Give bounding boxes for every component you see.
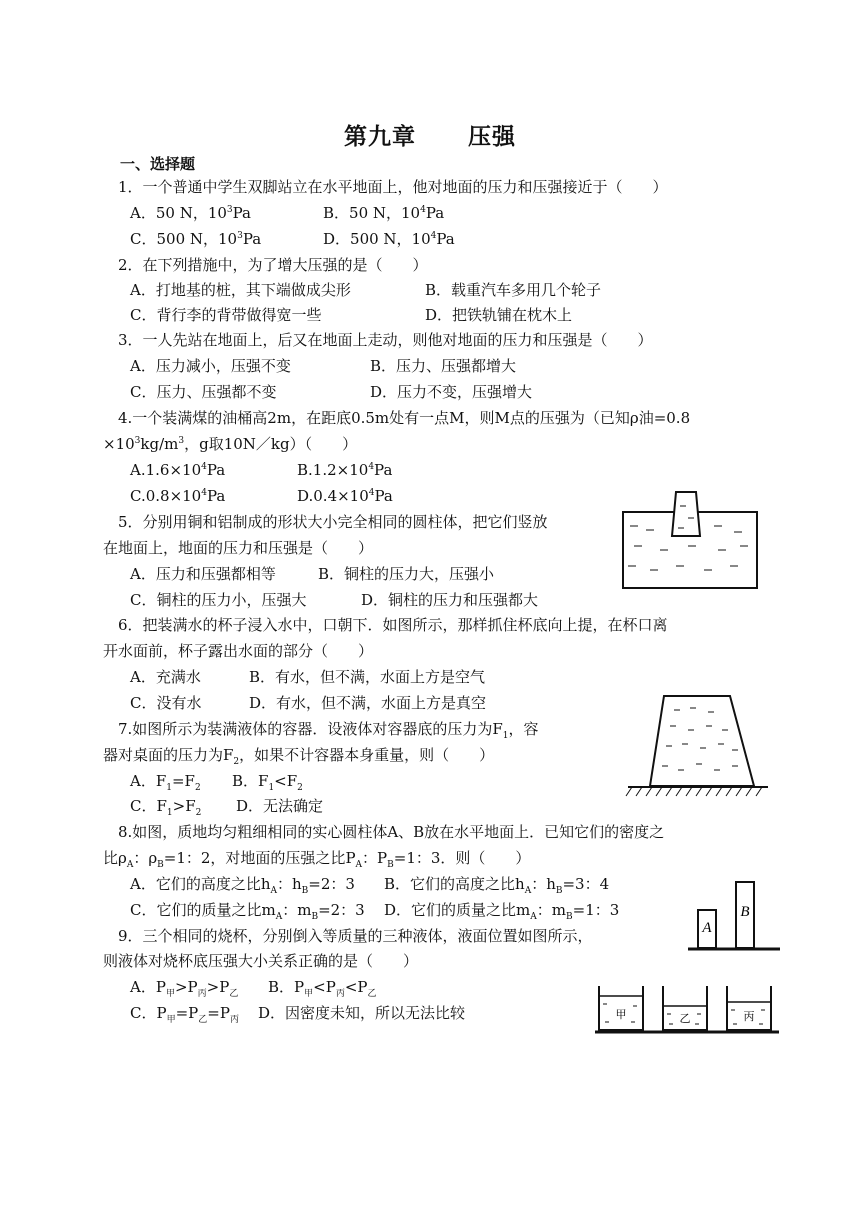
q8-option-c: C．它们的质量之比$m_A$：$m_B=2$：3 bbox=[130, 901, 365, 922]
q4-option-a: $A.1.6\times 10^4Pa$ bbox=[130, 461, 226, 479]
q8-stem-line1: 8.如图，质地均匀粗细相同的实心圆柱体A、B放在水平地面上．已知它们的密度之 bbox=[118, 823, 665, 841]
q5-option-c: C．铜柱的压力小，压强大 bbox=[130, 591, 307, 609]
q1-option-a: A．50 N，$10^3Pa$ bbox=[130, 204, 252, 222]
q1-stem: 1．一个普通中学生双脚站立在水平地面上，他对地面的压力和压强接近于（ ） bbox=[118, 178, 668, 196]
q4-stem-line1: 4.一个装满煤的油桶高2m，在距底0.5m处有一点M，则M点的压强为（已知ρ油=0.8 bbox=[118, 409, 691, 427]
cylinders-figure bbox=[684, 872, 784, 954]
q9-stem-line1: 9．三个相同的烧杯，分别倒入等质量的三种液体，液面位置如图所示， bbox=[118, 927, 593, 945]
q8-option-b: B．它们的高度之比$h_A$：$h_B=3$：4 bbox=[384, 875, 610, 896]
q4-option-b: $B.1.2\times 10^4Pa$ bbox=[297, 461, 393, 479]
cup-in-water-figure bbox=[620, 490, 760, 590]
q2-option-c: C．背行李的背带做得宽一些 bbox=[130, 306, 322, 324]
q7-option-b: B．$F_1<F_2$ bbox=[232, 772, 303, 793]
q7-stem-line1: 7.如图所示为装满液体的容器．设液体对容器底的压力为$F_1$，容 bbox=[118, 720, 539, 741]
section-heading: 一、选择题 bbox=[120, 155, 196, 173]
q6-option-c: C．没有水 bbox=[130, 694, 202, 712]
q2-option-d: D．把铁轨铺在枕木上 bbox=[425, 306, 573, 324]
q2-option-b: B．载重汽车多用几个轮子 bbox=[425, 281, 602, 299]
table-hatch bbox=[626, 787, 762, 796]
beakers-figure bbox=[593, 982, 783, 1042]
q5-stem-line1: 5．分别用铜和铝制成的形状大小完全相同的圆柱体，把它们竖放 bbox=[118, 513, 548, 531]
chapter-title bbox=[0, 118, 860, 151]
q4-option-d: $D.0.4\times 10^4Pa$ bbox=[297, 487, 393, 505]
q3-option-d: D．压力不变，压强增大 bbox=[370, 383, 533, 401]
trapezoid-container-figure bbox=[622, 690, 772, 805]
q1-option-d: D．500 N，$10^4Pa$ bbox=[323, 230, 455, 248]
q8-option-a: A．它们的高度之比$h_A$：$h_B=2$：3 bbox=[130, 875, 355, 896]
beaker-jia-label: 甲 bbox=[615, 1008, 627, 1021]
q5-option-d: D．铜柱的压力和压强都大 bbox=[361, 591, 539, 609]
q3-option-a: A．压力减小，压强不变 bbox=[130, 357, 291, 375]
q6-option-a: A．充满水 bbox=[130, 668, 201, 686]
q6-stem-line2: 开水面前，杯子露出水面的部分（ ） bbox=[103, 642, 374, 660]
q7-option-d: D．无法确定 bbox=[236, 797, 324, 815]
q9-option-c: C．$P_甲=P_乙=P_丙$ bbox=[130, 1004, 239, 1025]
cylinder-a-label: A bbox=[702, 920, 712, 936]
q2-stem: 2．在下列措施中，为了增大压强的是（ ） bbox=[118, 256, 428, 274]
q5-stem-line2: 在地面上，地面的压力和压强是（ ） bbox=[103, 539, 374, 557]
q1-option-b: B．50 N，$10^4Pa$ bbox=[323, 204, 445, 222]
chapter-topic: 压强 bbox=[468, 124, 516, 150]
beaker-yi bbox=[663, 986, 707, 1030]
q8-stem-line2: 比$\rho_A$：$\rho_B=1$：2，对地面的压强之比$P_A$：$P_B=1$：3．则（ ） bbox=[103, 849, 531, 870]
q9-option-a: A．$P_甲>P_丙>P_乙$ bbox=[130, 978, 239, 999]
container-body bbox=[650, 696, 754, 786]
q7-stem-line2: 器对桌面的压力为$F_2$，如果不计容器本身重量，则（ ） bbox=[103, 746, 495, 767]
q9-option-b: B．$P_甲<P_丙<P_乙$ bbox=[268, 978, 377, 999]
q7-option-c: C．$F_1>F_2$ bbox=[130, 797, 202, 818]
q3-stem: 3．一人先站在地面上，后又在地面上走动，则他对地面的压力和压强是（ ） bbox=[118, 331, 653, 349]
q8-option-d: D．它们的质量之比$m_A$：$m_B=1$：3 bbox=[384, 901, 620, 922]
inverted-cup bbox=[672, 492, 700, 536]
cylinder-b-label: B bbox=[740, 904, 750, 920]
chapter-number: 第九章 bbox=[344, 124, 416, 150]
q1-option-c: C．500 N，$10^3Pa$ bbox=[130, 230, 262, 248]
q7-option-a: A．$F_1=F_2$ bbox=[130, 772, 201, 793]
q3-option-b: B．压力、压强都增大 bbox=[370, 357, 517, 375]
q3-option-c: C．压力、压强都不变 bbox=[130, 383, 277, 401]
q4-stem-line2: $\times 10^3kg/m^3$，g取10N／kg）（ ） bbox=[103, 435, 358, 453]
q6-option-b: B．有水，但不满，水面上方是空气 bbox=[249, 668, 486, 686]
q2-option-a: A．打地基的桩，其下端做成尖形 bbox=[130, 281, 351, 299]
q4-option-c: $C.0.8\times 10^4Pa$ bbox=[130, 487, 226, 505]
beaker-jia bbox=[599, 986, 643, 1030]
beaker-bing bbox=[727, 986, 771, 1030]
beaker-yi-label: 乙 bbox=[679, 1012, 691, 1025]
q6-stem-line1: 6．把装满水的杯子浸入水中，口朝下．如图所示，那样抓住杯底向上提，在杯口离 bbox=[118, 616, 668, 634]
q6-option-d: D．有水，但不满，水面上方是真空 bbox=[249, 694, 487, 712]
q5-option-b: B．铜柱的压力大，压强小 bbox=[318, 565, 495, 583]
q5-option-a: A．压力和压强都相等 bbox=[130, 565, 276, 583]
q9-stem-line2: 则液体对烧杯底压强大小关系正确的是（ ） bbox=[103, 952, 419, 970]
q9-option-d: D．因密度未知，所以无法比较 bbox=[258, 1004, 466, 1022]
beaker-bing-label: 丙 bbox=[743, 1010, 755, 1023]
